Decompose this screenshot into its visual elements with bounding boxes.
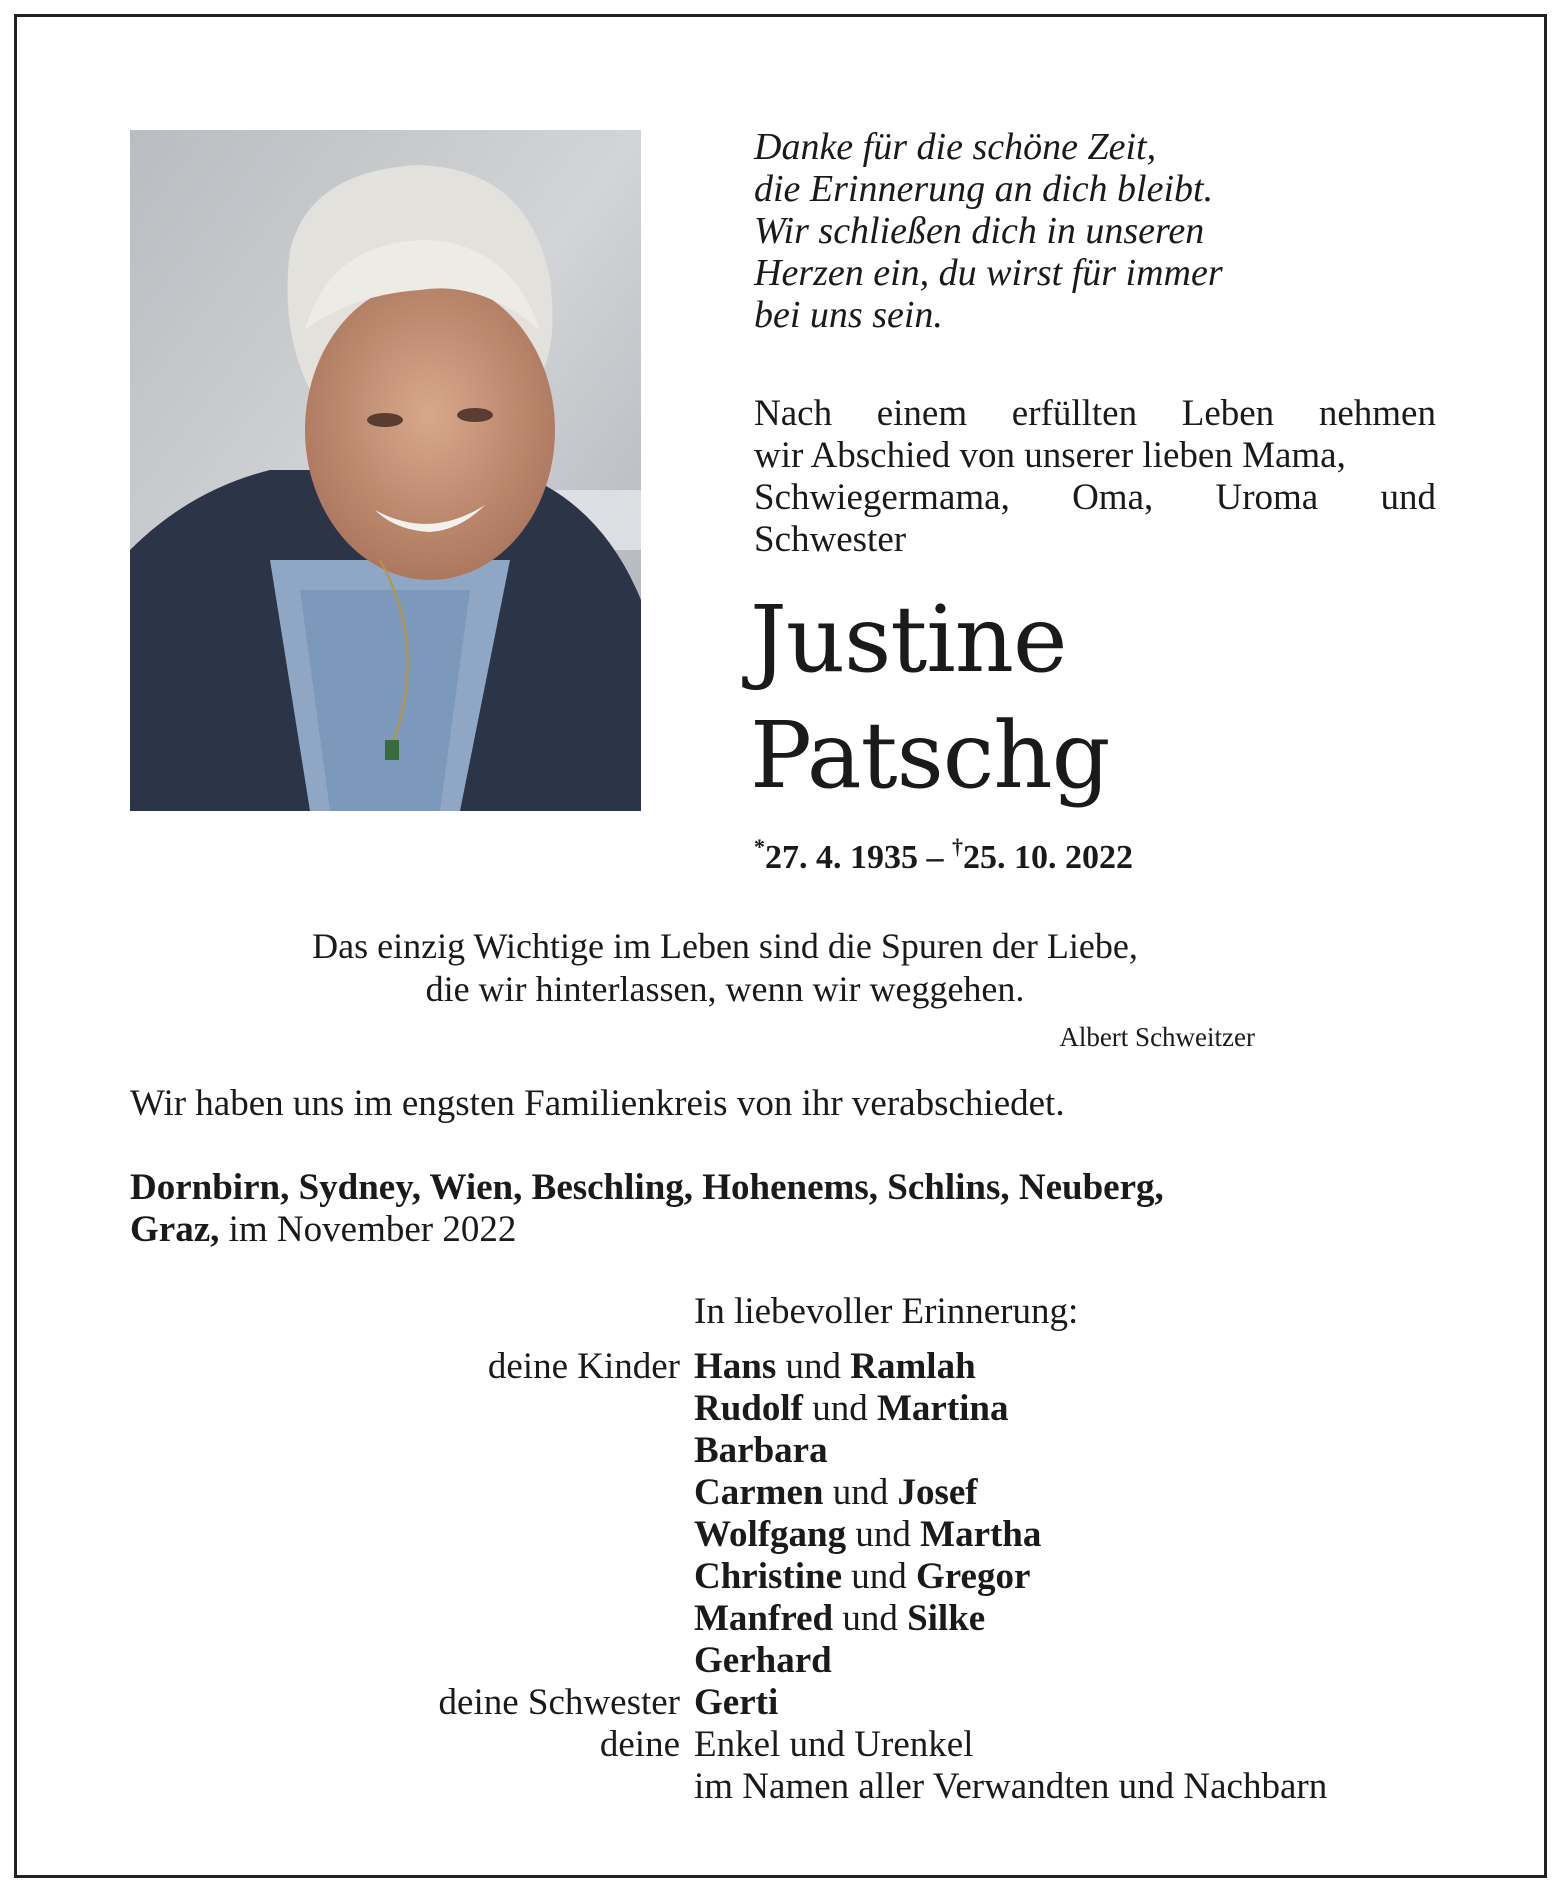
birth-date: 27. 4. 1935: [765, 839, 918, 876]
mourner-name: Hans: [694, 1346, 777, 1387]
portrait-photo-icon: [130, 130, 641, 811]
conjunction: und: [823, 1472, 898, 1513]
announcement-text: [754, 393, 1436, 561]
mourner-row: [300, 1430, 1450, 1472]
conjunction: und: [833, 1598, 908, 1639]
mourner-name: Josef: [897, 1472, 978, 1513]
relation-label: [300, 1640, 694, 1682]
mourner-name: Carmen: [694, 1472, 824, 1513]
word: Nach: [754, 393, 833, 434]
memory-heading: In liebevoller Erinnerung:: [694, 1291, 1079, 1332]
death-symbol: †: [952, 834, 963, 859]
word: Schwiegermama,: [754, 477, 1010, 518]
date-separator: –: [918, 839, 952, 876]
word: nehmen: [1318, 393, 1436, 434]
mourner-name: Silke: [907, 1598, 986, 1639]
word: einem: [876, 393, 968, 434]
announcement-line: [754, 477, 1436, 519]
quote-line: die wir hinterlassen, wenn wir weggehen.: [425, 969, 1025, 1009]
verse-line: die Erinnerung an dich bleibt.: [754, 168, 1214, 210]
mourner-name: Martha: [920, 1514, 1042, 1555]
farewell-note: Wir haben uns im engsten Familienkreis von ihr verabschiedet.: [130, 1083, 1065, 1124]
relation-label: deine: [599, 1724, 680, 1765]
closing-row: [300, 1766, 1450, 1808]
announcement-line: wir Abschied von unserer lieben Mama,: [754, 435, 1346, 476]
opening-verse: [754, 126, 1314, 336]
mourner-row: [300, 1682, 1450, 1724]
birth-symbol: *: [754, 834, 765, 859]
quote: [200, 925, 1250, 1011]
word: und: [1380, 477, 1436, 518]
relation-label: [300, 1388, 694, 1430]
mourner-name: Christine: [694, 1556, 842, 1597]
verse-line: Wir schließen dich in unseren: [754, 210, 1205, 252]
mourner-name: Manfred: [694, 1598, 834, 1639]
places-line: Dornbirn, Sydney, Wien, Beschling, Hohenems, Schlins, Neuberg,: [130, 1167, 1164, 1208]
life-dates: [754, 827, 1133, 878]
relation-label: [300, 1556, 694, 1598]
verse-line: Danke für die schöne Zeit,: [754, 126, 1157, 168]
word: Leben: [1181, 393, 1275, 434]
places-line-bold: Graz,: [130, 1209, 220, 1250]
conjunction: und: [846, 1514, 921, 1555]
places-and-date: [130, 1167, 1430, 1251]
deceased-name: [750, 582, 1109, 814]
closing-row: [300, 1724, 1450, 1766]
portrait-photo: [130, 130, 641, 811]
announcement-line: [754, 393, 1436, 435]
conjunction: und: [776, 1346, 851, 1387]
mourner-row: [300, 1640, 1450, 1682]
word: Oma,: [1072, 477, 1154, 518]
relation-label: [300, 1472, 694, 1514]
word: erfüllten: [1011, 393, 1138, 434]
word: Uroma: [1215, 477, 1319, 518]
mourner-name: Wolfgang: [694, 1514, 847, 1555]
mourner-name: Gregor: [916, 1556, 1031, 1597]
mourner-row: [300, 1472, 1450, 1514]
mourner-name: Ramlah: [850, 1346, 976, 1387]
relation-label: [300, 1766, 694, 1808]
relation-label: deine Kinder: [487, 1346, 680, 1387]
relation-label: [300, 1598, 694, 1640]
mourner-row: [300, 1598, 1450, 1640]
relation-label: [300, 1430, 694, 1472]
date-of-notice: im November 2022: [219, 1209, 517, 1250]
mourner-name: Rudolf: [694, 1388, 803, 1429]
conjunction: und: [842, 1556, 916, 1597]
mourner-name: Martina: [876, 1388, 1009, 1429]
relation-label: deine Schwester: [438, 1682, 680, 1723]
first-name: Justine: [750, 586, 1067, 693]
closing-text: im Namen aller Verwandten und Nachbarn: [694, 1766, 1328, 1807]
quote-line: Das einzig Wichtige im Leben sind die Spuren der Liebe,: [312, 926, 1138, 966]
mourner-name: Gerti: [694, 1682, 779, 1723]
mourner-row: [300, 1346, 1450, 1388]
last-name: Patschg: [750, 702, 1110, 809]
death-date: 25. 10. 2022: [963, 839, 1133, 876]
verse-line: Herzen ein, du wirst für immer: [754, 252, 1223, 294]
mourners-list: [300, 1346, 1450, 1808]
mourner-row: [300, 1556, 1450, 1598]
verse-line: bei uns sein.: [754, 294, 943, 336]
conjunction: und: [802, 1388, 877, 1429]
mourner-name: Barbara: [694, 1430, 828, 1471]
mourner-name: Gerhard: [694, 1640, 832, 1681]
closing-text: Enkel und Urenkel: [694, 1724, 974, 1765]
relation-label: [300, 1514, 694, 1556]
mourner-row: [300, 1514, 1450, 1556]
quote-author: Albert Schweitzer: [1059, 1022, 1255, 1052]
mourner-row: [300, 1388, 1450, 1430]
announcement-line: Schwester: [754, 519, 907, 560]
